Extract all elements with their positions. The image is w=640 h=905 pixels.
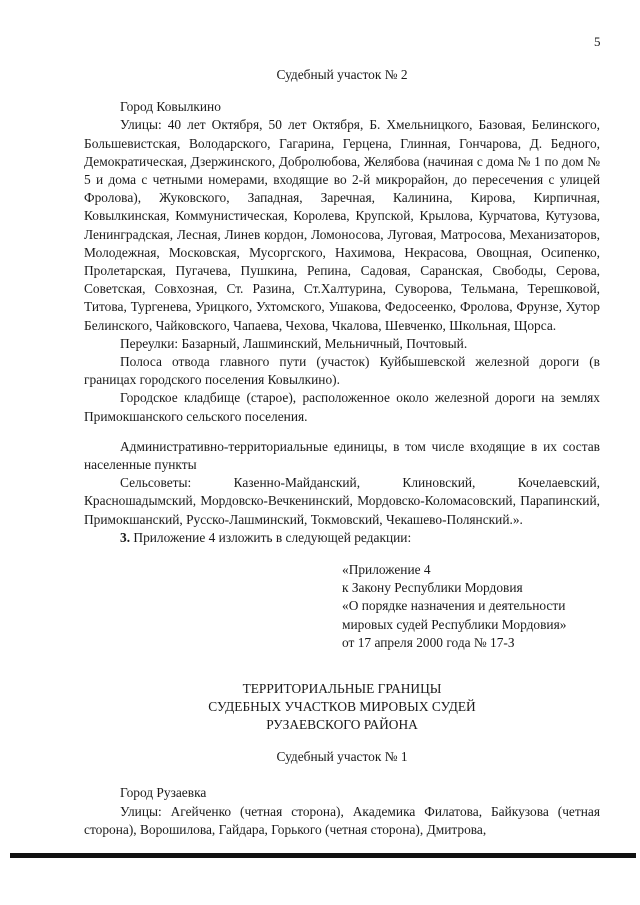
railway-paragraph: Полоса отвода главного пути (участок) Куйбышевской железной дороги (в границах городского поселения Ковылкино). bbox=[84, 354, 600, 388]
councils-first-line bbox=[84, 474, 600, 492]
council-item: Клиновский, bbox=[402, 475, 476, 491]
city-name-2: Город Рузаевка bbox=[120, 785, 207, 801]
appendix-line: к Закону Республики Мордовия bbox=[342, 580, 523, 596]
councils-list: Красношадымский, Мордовско-Вечкенинский, Мордовско-Коломасовский, Парапинский, Примокшанский, Русско-Лашминский, Токмовский, Чекашево-Полянский.». bbox=[84, 493, 600, 527]
appendix-line: «Приложение 4 bbox=[342, 562, 431, 578]
instruction-text: Приложение 4 изложить в следующей редакции: bbox=[130, 529, 412, 545]
title-line: СУДЕБНЫХ УЧАСТКОВ МИРОВЫХ СУДЕЙ bbox=[208, 699, 476, 715]
page-number: 5 bbox=[594, 34, 601, 49]
title-line: ТЕРРИТОРИАЛЬНЫЕ ГРАНИЦЫ bbox=[242, 681, 442, 697]
streets-paragraph-2: Улицы: Агейченко (четная сторона), Академика Филатова, Байкузова (четная сторона), Ворошилова, Гайдара, Горького (четная сторона), Дмитрова, bbox=[84, 803, 600, 837]
councils-label: Сельсоветы: bbox=[120, 475, 192, 491]
appendix-line: мировых судей Республики Мордовия» bbox=[342, 616, 567, 632]
appendix-reference bbox=[342, 561, 600, 652]
instruction-paragraph bbox=[84, 529, 600, 547]
instruction-number: 3. bbox=[120, 529, 131, 545]
scan-edge-bar bbox=[10, 853, 636, 858]
council-item: Казенно-Майданский, bbox=[233, 475, 361, 491]
appendix-line: от 17 апреля 2000 года № 17-З bbox=[342, 634, 515, 650]
admin-units-paragraph: Административно-территориальные единицы, в том числе входящие в их состав населенные пункты bbox=[84, 438, 600, 473]
council-item: Кочелаевский, bbox=[517, 475, 600, 491]
lanes-paragraph: Переулки: Базарный, Лашминский, Мельничный, Почтовый. bbox=[120, 335, 468, 351]
appendix-line: «О порядке назначения и деятельности bbox=[342, 598, 566, 614]
streets-paragraph-1: Улицы: 40 лет Октября, 50 лет Октября, Б. Хмельницкого, Базовая, Белинского, Большевистская, Володарского, Гагарина, Герцена, Глинная, Гончарова, Д. Бедного, Демократическая, Дзержинского, Добролюбова, Желябова (начиная с дома № 1 по дом № 5 и дома с четными номерами, входящие во 2-й микрорайон, до пересечения с улицей Фролова), Жуковского, Западная, Заречная, Калинина, Кирова, Кирпичная, Ковылкинская, Коммунистическая, Королева, Крупской, Крылова, Курчатова, Кутузова, Ленинградская, Лесная, Линев кордон, Ломоносова, Луговая, Матросова, Механизаторов, Молодежная, Московская, Мусоргского, Нахимова, Некрасова, Овощная, Осипенко, Пролетарская, Пугачева, Пушкина, Репина, Садовая, Саранская, Свободы, Серова, Советская, Совхозная, Ст. Разина, Ст.Халтурина, Суворова, Тельмана, Терешковой, Титова, Тургенева, Урицкого, Ухтомского, Ушакова, Федосеенко, Фролова, Фрунзе, Хутор Белинского, Чайковского, Чапаева, Чехова, Чкалова, Шевченко, Школьная, Щорса. bbox=[84, 117, 600, 333]
section-heading-1: Судебный участок № 2 bbox=[276, 67, 408, 82]
title-line: РУЗАЕВСКОГО РАЙОНА bbox=[266, 717, 418, 733]
section-heading-2: Судебный участок № 1 bbox=[276, 749, 408, 765]
cemetery-paragraph: Городское кладбище (старое), расположенное около железной дороги на землях Примокшанского сельского поселения. bbox=[84, 390, 600, 424]
city-name-1: Город Ковылкино bbox=[120, 99, 221, 115]
document-body bbox=[84, 66, 600, 839]
document-title bbox=[84, 680, 600, 734]
